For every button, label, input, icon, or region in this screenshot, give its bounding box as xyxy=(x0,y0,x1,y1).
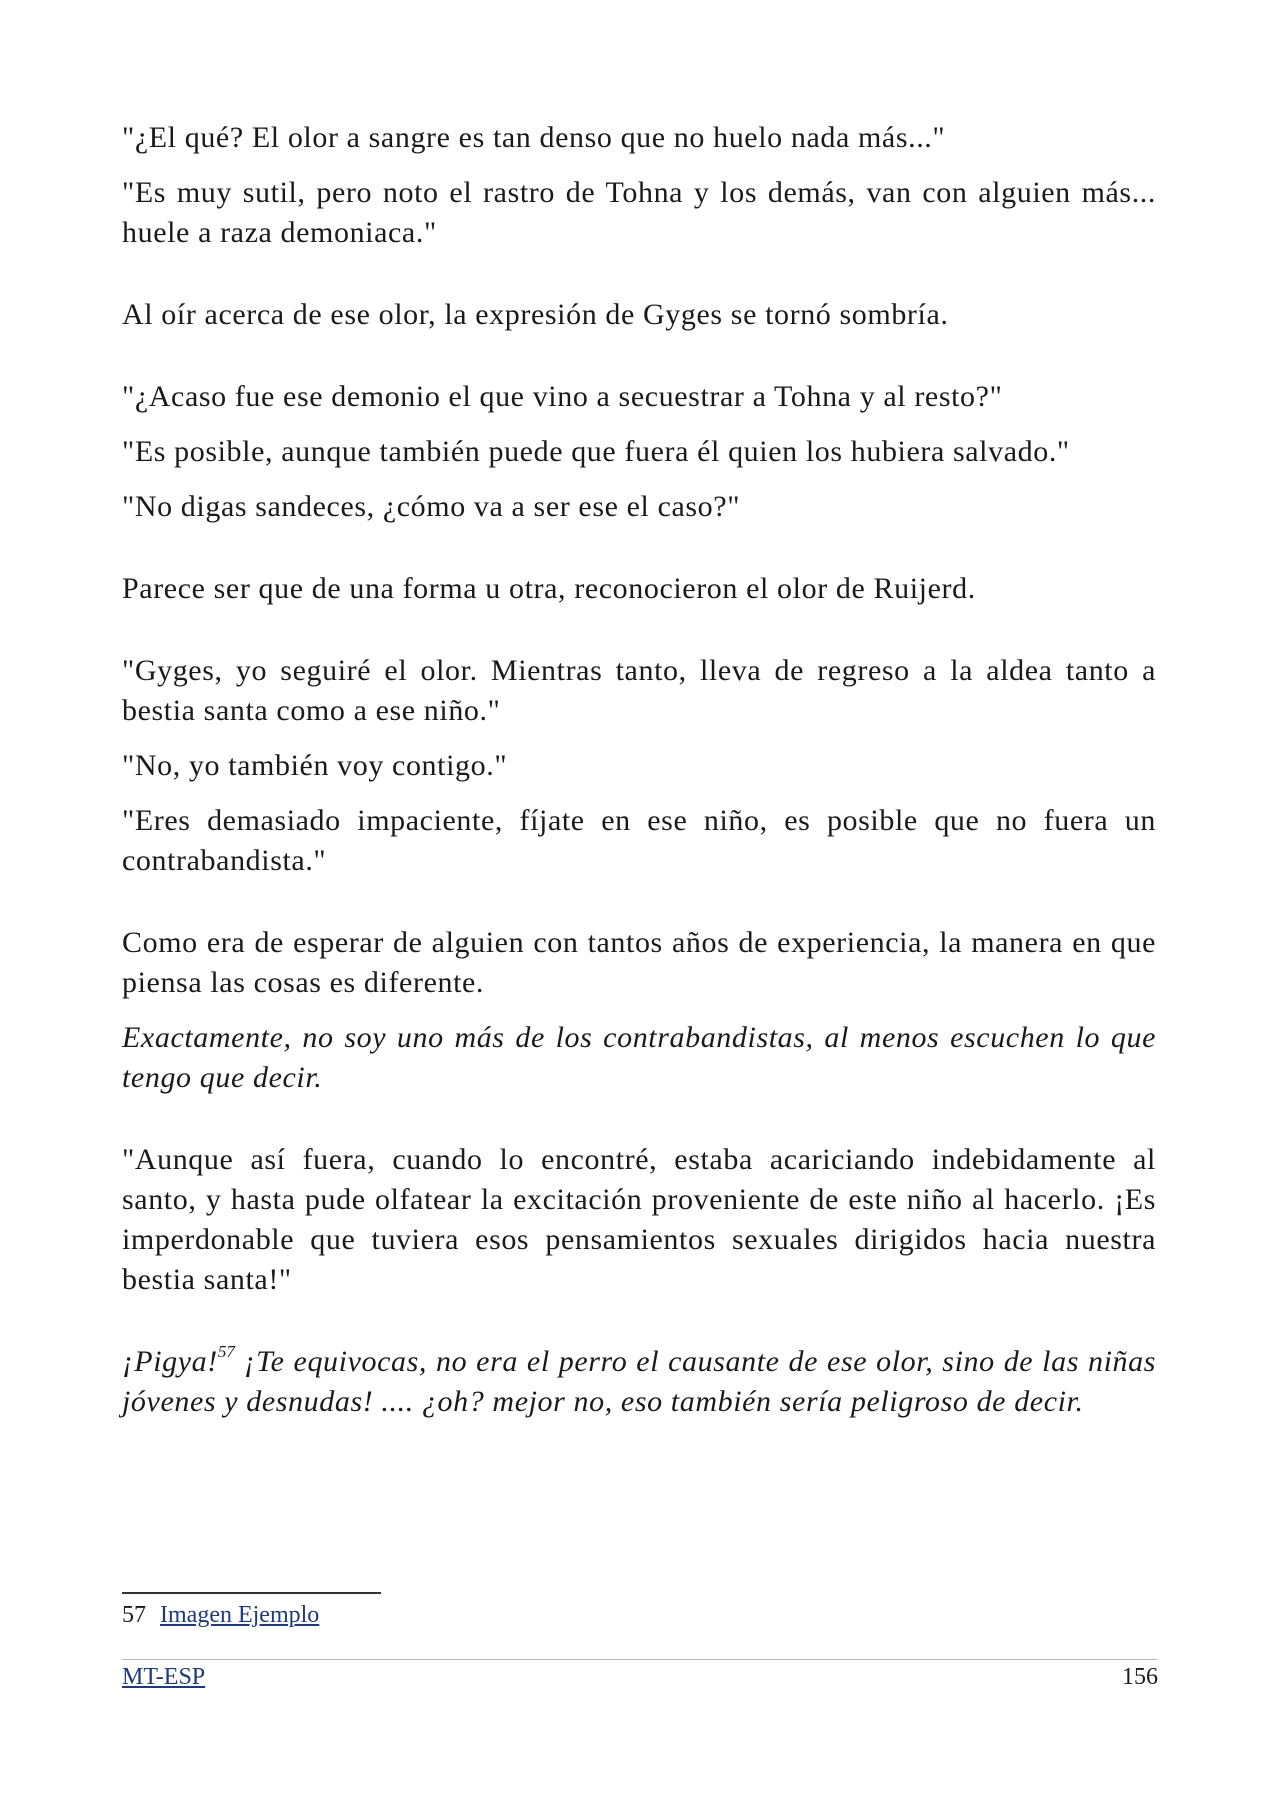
footnote-number: 57 xyxy=(122,1602,146,1628)
paragraph: "Es posible, aunque también puede que fuera él quien los hubiera salvado." xyxy=(122,435,1070,468)
paragraph: "Eres demasiado impaciente, fíjate en ese niño, es posible que no fuera un contrabandista." xyxy=(122,804,1156,877)
footer-divider xyxy=(122,1659,1157,1660)
paragraph-start: ¡Pigya! xyxy=(122,1345,218,1378)
footnote xyxy=(122,1599,319,1631)
thought-paragraph xyxy=(122,1342,1156,1422)
paragraph: Al oír acerca de ese olor, la expresión de Gyges se tornó sombría. xyxy=(122,298,949,331)
footnote-link[interactable]: Imagen Ejemplo xyxy=(160,1602,320,1628)
paragraph: "¿Acaso fue ese demonio el que vino a secuestrar a Tohna y al resto?" xyxy=(122,380,1003,413)
paragraph: "No digas sandeces, ¿cómo va a ser ese el caso?" xyxy=(122,490,741,523)
paragraph: "No, yo también voy contigo." xyxy=(122,749,508,782)
thought-paragraph: Exactamente, no soy uno más de los contrabandistas, al menos escuchen lo que tengo que decir. xyxy=(122,1021,1156,1094)
paragraph-rest: ¡Te equivocas, no era el perro el causante de ese olor, sino de las niñas jóvenes y desnudas! .... ¿oh? mejor no, eso también sería peligroso de decir. xyxy=(122,1345,1156,1418)
page-number: 156 xyxy=(1122,1664,1158,1690)
footnote-divider xyxy=(122,1592,381,1594)
paragraph: "Gyges, yo seguiré el olor. Mientras tanto, lleva de regreso a la aldea tanto a bestia santa como a ese niño." xyxy=(122,654,1156,727)
footnote-reference[interactable]: 57 xyxy=(217,1342,235,1361)
paragraph: Parece ser que de una forma u otra, reconocieron el olor de Ruijerd. xyxy=(122,572,976,605)
paragraph: "Aunque así fuera, cuando lo encontré, estaba acariciando indebidamente al santo, y hasta pude olfatear la excitación proveniente de este niño al hacerlo. ¡Es imperdonable que tuviera esos pensamientos sexuales dirigidos hacia nuestra bestia santa!" xyxy=(122,1143,1156,1296)
footer-link[interactable]: MT-ESP xyxy=(122,1664,206,1690)
page-body xyxy=(122,118,1156,1422)
paragraph: "Es muy sutil, pero noto el rastro de Tohna y los demás, van con alguien más... huele a raza demoniaca." xyxy=(122,176,1156,249)
paragraph: Como era de esperar de alguien con tantos años de experiencia, la manera en que piensa las cosas es diferente. xyxy=(122,926,1156,999)
paragraph: "¿El qué? El olor a sangre es tan denso que no huelo nada más..." xyxy=(122,121,946,154)
